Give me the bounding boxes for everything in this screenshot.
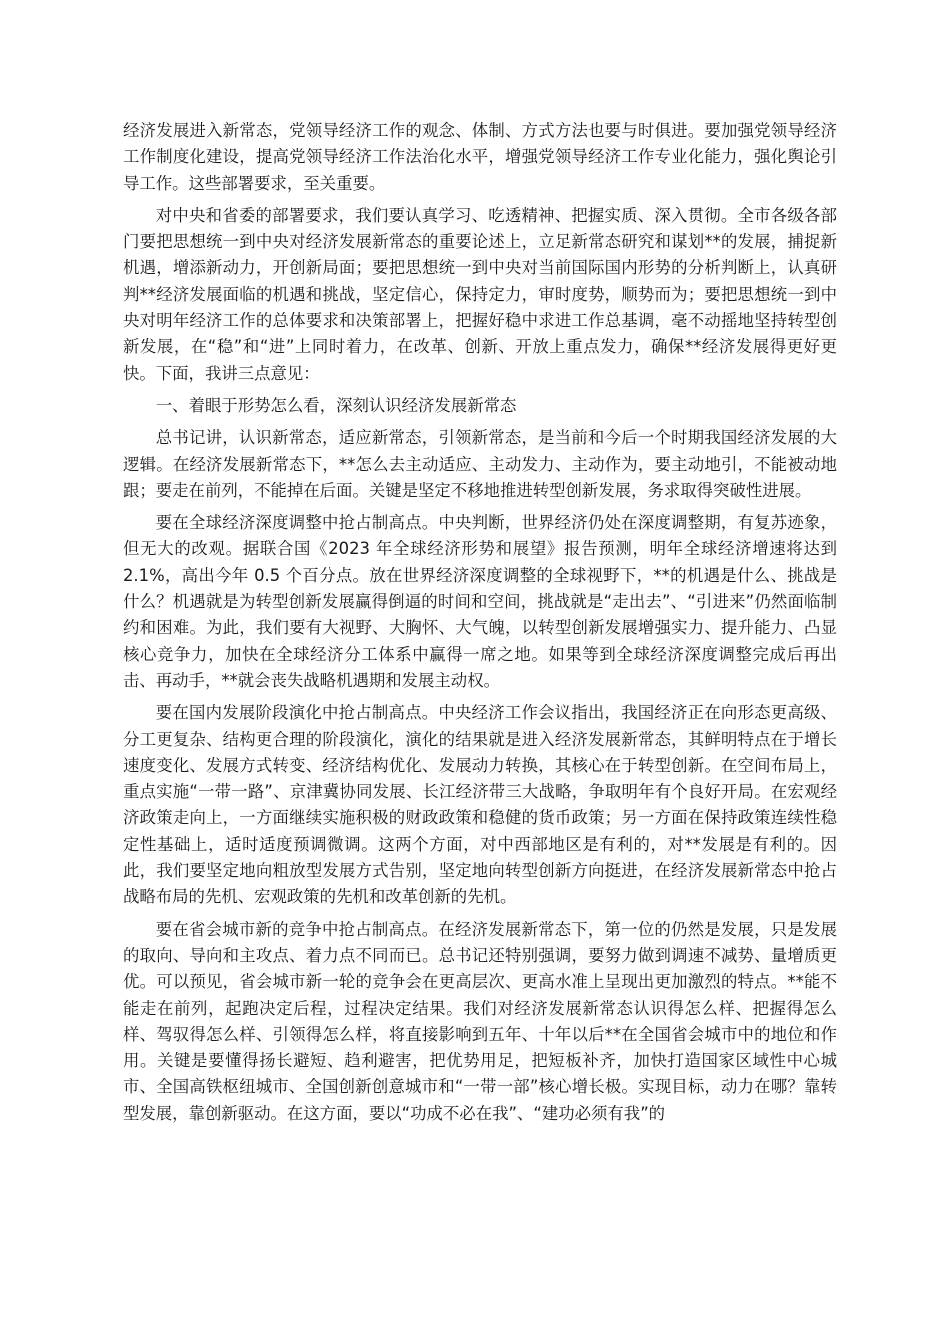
paragraph-deployment-requirements: 对中央和省委的部署要求，我们要认真学习、吃透精神、把握实质、深入贯彻。全市各级各部门要把思想统一到中央对经济发展新常态的重要论述上，立足新常态研究和谋划**的发展，捕捉新机遇，增添新动力，开创新局面；要把思想统一到中央对当前国际国内形势的分析判断上，认真研判**经济发展面临的机遇和挑战，坚定信心，保持定力，审时度势，顺势而为；要把思想统一到中央对明年经济工作的总体要求和决策部署上，把握好稳中求进工作总基调，毫不动摇地坚持转型创新发展，在“稳”和“进”上同时着力，在改革、创新、开放上重点发力，确保**经济发展得更好更快。下面，我讲三点意见： — [123, 205, 837, 383]
paragraph-domestic-development: 要在国内发展阶段演化中抢占制高点。中央经济工作会议指出，我国经济正在向形态更高级、分工更复杂、结构更合理的阶段演化，演化的结果就是进入经济发展新常态，其鲜明特点在于增长速度变化、发展方式转变、经济结构优化、发展动力转换，其核心在于转型创新。在空间布局上，重点实施“一带一路”、京津冀协同发展、长江经济带三大战略，争取明年有个良好开局。在宏观经济政策走向上，一方面继续实施积极的财政政策和稳健的货币政策；另一方面在保持政策连续性稳定性基础上，适时适度预调微调。这两个方面，对中西部地区是有利的，对**发展是有利的。因此，我们要坚定地向粗放型发展方式告别，坚定地向转型创新方向挺进，在经济发展新常态中抢占战略布局的先机、宏观政策的先机和改革创新的先机。 — [123, 703, 837, 907]
section-heading-1: 一、着眼于形势怎么看，深刻认识经济发展新常态 — [155, 395, 517, 415]
paragraph-provincial-capitals: 要在省会城市新的竞争中抢占制高点。在经济发展新常态下，第一位的仍然是发展，只是发展的取向、导向和主攻点、着力点不同而已。总书记还特别强调，要努力做到调速不减势、量增质更优。可以预见，省会城市新一轮的竞争会在更高层次、更高水准上呈现出更加激烈的特点。**能不能走在前列，起跑决定后程，过程决定结果。我们对经济发展新常态认识得怎么样、把握得怎么样、驾驭得怎么样、引领得怎么样，将直接影响到五年、十年以后**在全国省会城市中的地位和作用。关键是要懂得扬长避短、趋利避害，把优势用足，把短板补齐，加快打造国家区域性中心城市、全国高铁枢纽城市、全国创新创意城市和“一带一部”核心增长极。实现目标，动力在哪？靠转型发展，靠创新驱动。在这方面，要以“功成不必在我”、“建功必须有我”的 — [123, 919, 837, 1123]
document-body — [123, 118, 837, 1133]
paragraph-global-economy: 要在全球经济深度调整中抢占制高点。中央判断，世界经济仍处在深度调整期，有复苏迹象，但无大的改观。据联合国《2023 年全球经济形势和展望》报告预测，明年全球经济增速将达到 2.1%，高出今年 0.5 个百分点。放在世界经济深度调整的全球视野下，**的机遇是什么、挑战是什么？机遇就是为转型创新发展赢得倒逼的时间和空间，挑战就是“走出去”、“引进来”仍然面临制约和困难。为此，我们要有大视野、大胸怀、大气魄，以转型创新发展增强实力、提升能力、凸显核心竞争力，加快在全球经济分工体系中赢得一席之地。如果等到全球经济深度调整完成后再出击、再动手，**就会丧失战略机遇期和发展主动权。 — [123, 513, 837, 690]
paragraph-intro: 经济发展进入新常态，党领导经济工作的观念、体制、方式方法也要与时俱进。要加强党领导经济工作制度化建设，提高党领导经济工作法治化水平，增强党领导经济工作专业化能力，强化舆论引导工作。这些部署要求，至关重要。 — [123, 121, 837, 193]
paragraph-new-normal: 总书记讲，认识新常态，适应新常态，引领新常态，是当前和今后一个时期我国经济发展的大逻辑。在经济发展新常态下，**怎么去主动适应、主动发力、主动作为，要主动地引，不能被动地跟；要走在前列，不能掉在后面。关键是坚定不移地推进转型创新发展，务求取得突破性进展。 — [123, 428, 837, 500]
